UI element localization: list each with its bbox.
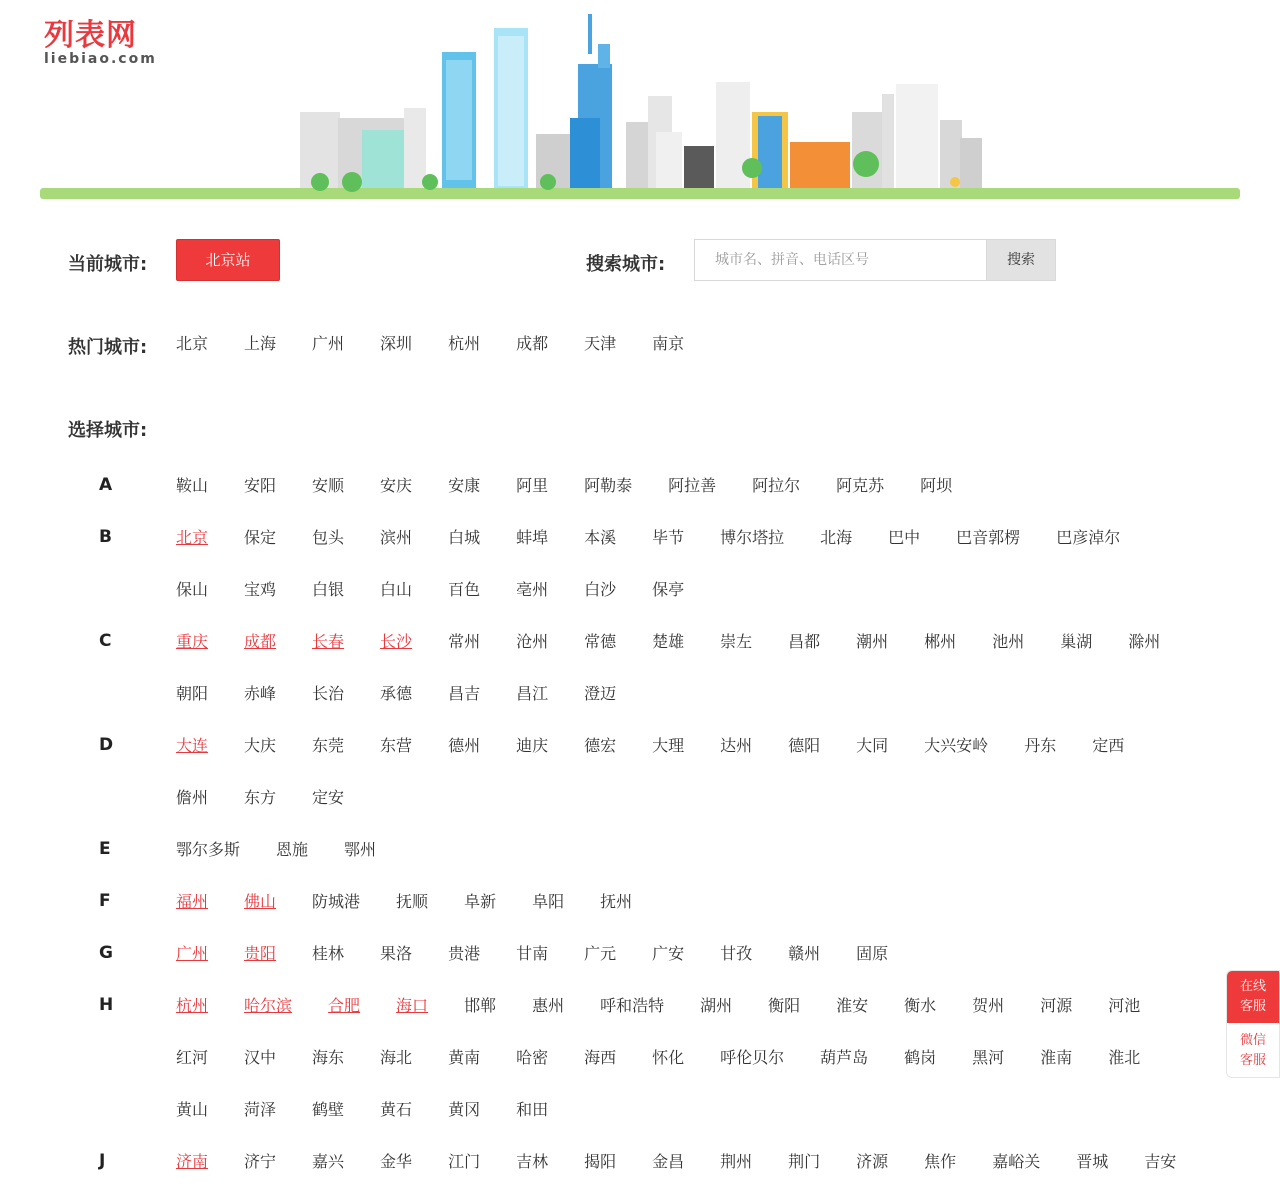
- city-link[interactable]: 哈尔滨: [244, 996, 293, 1015]
- floating-service-panel: [1226, 970, 1280, 1078]
- city-link[interactable]: 昌江: [516, 684, 549, 703]
- city-link[interactable]: 广安: [652, 944, 685, 963]
- city-link[interactable]: 郴州: [924, 632, 957, 651]
- group-city-list: [176, 980, 1216, 1136]
- city-link[interactable]: 河池: [1108, 996, 1141, 1015]
- city-link[interactable]: 成都: [244, 632, 277, 651]
- city-groups: [0, 460, 1280, 1188]
- site-logo[interactable]: [44, 18, 157, 66]
- city-link[interactable]: 济宁: [244, 1152, 277, 1171]
- city-link[interactable]: 长沙: [380, 632, 413, 651]
- city-link[interactable]: 防城港: [312, 892, 361, 911]
- city-link[interactable]: 德阳: [788, 736, 821, 755]
- city-link[interactable]: 澄迈: [584, 684, 617, 703]
- city-link[interactable]: 鞍山: [176, 476, 209, 495]
- city-link[interactable]: 淮安: [836, 996, 869, 1015]
- city-link[interactable]: 滁州: [1128, 632, 1161, 651]
- city-link[interactable]: 黄南: [448, 1048, 481, 1067]
- city-link[interactable]: 阿坝: [920, 476, 953, 495]
- city-link[interactable]: 安康: [448, 476, 481, 495]
- city-link[interactable]: 怀化: [652, 1048, 685, 1067]
- wechat-service-button[interactable]: [1227, 1023, 1279, 1077]
- city-group: [0, 512, 1280, 616]
- city-link[interactable]: 巢湖: [1060, 632, 1093, 651]
- city-link[interactable]: 鹤壁: [312, 1100, 345, 1119]
- city-group: [0, 616, 1280, 720]
- city-link[interactable]: 佛山: [244, 892, 277, 911]
- current-city-label: 当前城市:: [68, 254, 148, 275]
- city-link[interactable]: 亳州: [516, 580, 549, 599]
- city-link[interactable]: 保定: [244, 528, 277, 547]
- city-link[interactable]: 承德: [380, 684, 413, 703]
- city-link[interactable]: 固原: [856, 944, 889, 963]
- city-link[interactable]: 金昌: [652, 1152, 685, 1171]
- city-link[interactable]: 本溪: [584, 528, 617, 547]
- logo-text: 列表网: [44, 18, 137, 53]
- city-skyline-illustration: [0, 0, 1280, 205]
- hot-city-link[interactable]: 成都: [516, 334, 549, 353]
- city-link[interactable]: 大兴安岭: [924, 736, 989, 755]
- city-link[interactable]: 鄂尔多斯: [176, 840, 241, 859]
- city-link[interactable]: 贵阳: [244, 944, 277, 963]
- city-link[interactable]: 衡阳: [768, 996, 801, 1015]
- group-city-list: [176, 928, 1216, 980]
- online-service-label-2: 客服: [1239, 999, 1266, 1014]
- city-link[interactable]: 揭阳: [584, 1152, 617, 1171]
- city-link[interactable]: 朝阳: [176, 684, 209, 703]
- city-link[interactable]: 迪庆: [516, 736, 549, 755]
- city-link[interactable]: 毕节: [652, 528, 685, 547]
- city-link[interactable]: 呼和浩特: [600, 996, 665, 1015]
- group-letter: D: [99, 735, 114, 755]
- city-link[interactable]: 昌都: [788, 632, 821, 651]
- city-link[interactable]: 博尔塔拉: [720, 528, 785, 547]
- city-link[interactable]: 阜阳: [532, 892, 565, 911]
- group-letter: B: [99, 527, 112, 547]
- city-link[interactable]: 大同: [856, 736, 889, 755]
- online-service-button[interactable]: [1227, 971, 1279, 1023]
- city-link[interactable]: 葫芦岛: [820, 1048, 869, 1067]
- city-link[interactable]: 淮南: [1040, 1048, 1073, 1067]
- group-city-list: [176, 720, 1216, 824]
- city-link[interactable]: 阿拉尔: [752, 476, 801, 495]
- city-link[interactable]: 常州: [448, 632, 481, 651]
- city-link[interactable]: 济源: [856, 1152, 889, 1171]
- city-link[interactable]: 长治: [312, 684, 345, 703]
- current-city-button[interactable]: 北京站: [176, 239, 280, 281]
- city-link[interactable]: 甘南: [516, 944, 549, 963]
- city-link[interactable]: 包头: [312, 528, 345, 547]
- city-link[interactable]: 哈密: [516, 1048, 549, 1067]
- city-link[interactable]: 湖州: [700, 996, 733, 1015]
- city-link[interactable]: 衡水: [904, 996, 937, 1015]
- city-link[interactable]: 晋城: [1076, 1152, 1109, 1171]
- city-link[interactable]: 阿勒泰: [584, 476, 633, 495]
- city-link[interactable]: 嘉峪关: [992, 1152, 1041, 1171]
- city-link[interactable]: 金华: [380, 1152, 413, 1171]
- city-link[interactable]: 河源: [1040, 996, 1073, 1015]
- city-link[interactable]: 抚顺: [396, 892, 429, 911]
- city-group: [0, 1136, 1280, 1188]
- hot-city-link[interactable]: 杭州: [448, 334, 481, 353]
- city-link[interactable]: 汉中: [244, 1048, 277, 1067]
- city-search-input[interactable]: [694, 239, 986, 281]
- city-link[interactable]: 邯郸: [464, 996, 497, 1015]
- city-link[interactable]: 甘孜: [720, 944, 753, 963]
- city-link[interactable]: 沧州: [516, 632, 549, 651]
- city-link[interactable]: 桂林: [312, 944, 345, 963]
- city-link[interactable]: 常德: [584, 632, 617, 651]
- hot-city-link[interactable]: 上海: [244, 334, 277, 353]
- city-link[interactable]: 保山: [176, 580, 209, 599]
- city-link[interactable]: 重庆: [176, 632, 209, 651]
- wechat-service-label-2: 客服: [1239, 1053, 1266, 1068]
- search-button[interactable]: 搜索: [986, 239, 1056, 281]
- group-letter: A: [99, 475, 113, 495]
- city-link[interactable]: 巴音郭楞: [956, 528, 1021, 547]
- city-link[interactable]: 黄山: [176, 1100, 209, 1119]
- city-link[interactable]: 淮北: [1108, 1048, 1141, 1067]
- city-link[interactable]: 广州: [176, 944, 209, 963]
- city-link[interactable]: 鄂州: [344, 840, 377, 859]
- city-link[interactable]: 巴彦淖尔: [1056, 528, 1121, 547]
- group-letter: E: [99, 839, 111, 859]
- city-link[interactable]: 大连: [176, 736, 209, 755]
- city-link[interactable]: 海东: [312, 1048, 345, 1067]
- group-city-list: [176, 512, 1216, 616]
- city-link[interactable]: 长春: [312, 632, 345, 651]
- city-link[interactable]: 恩施: [276, 840, 309, 859]
- hot-city-link[interactable]: 南京: [652, 334, 685, 353]
- city-link[interactable]: 昌吉: [448, 684, 481, 703]
- hot-city-link[interactable]: 广州: [312, 334, 345, 353]
- group-city-list: [176, 876, 1216, 928]
- city-link[interactable]: 德宏: [584, 736, 617, 755]
- city-link[interactable]: 蚌埠: [516, 528, 549, 547]
- city-link[interactable]: 德州: [448, 736, 481, 755]
- city-link[interactable]: 杭州: [176, 996, 209, 1015]
- city-link[interactable]: 东莞: [312, 736, 345, 755]
- city-link[interactable]: 黄冈: [448, 1100, 481, 1119]
- wechat-service-label-1: 微信: [1239, 1033, 1266, 1048]
- city-group: [0, 876, 1280, 928]
- hot-cities-list: [176, 333, 720, 355]
- city-link[interactable]: 池州: [992, 632, 1025, 651]
- city-link[interactable]: 江门: [448, 1152, 481, 1171]
- group-city-list: [176, 1136, 1216, 1188]
- city-link[interactable]: 百色: [448, 580, 481, 599]
- city-link[interactable]: 阿拉善: [668, 476, 717, 495]
- group-letter: C: [99, 631, 112, 651]
- city-link[interactable]: 崇左: [720, 632, 753, 651]
- city-link[interactable]: 安顺: [312, 476, 345, 495]
- city-link[interactable]: 济南: [176, 1152, 209, 1171]
- city-group: [0, 824, 1280, 876]
- city-link[interactable]: 大理: [652, 736, 685, 755]
- city-link[interactable]: 果洛: [380, 944, 413, 963]
- hot-cities-label: 热门城市:: [68, 337, 148, 358]
- city-link[interactable]: 定安: [312, 788, 345, 807]
- online-service-label-1: 在线: [1239, 979, 1266, 994]
- city-link[interactable]: 菏泽: [244, 1100, 277, 1119]
- city-link[interactable]: 黄石: [380, 1100, 413, 1119]
- city-link[interactable]: 红河: [176, 1048, 209, 1067]
- city-link[interactable]: 荆门: [788, 1152, 821, 1171]
- logo-domain: liebiao.com: [44, 51, 157, 67]
- group-letter: G: [99, 943, 113, 963]
- city-link[interactable]: 黑河: [972, 1048, 1005, 1067]
- city-link[interactable]: 东营: [380, 736, 413, 755]
- city-link[interactable]: 定西: [1092, 736, 1125, 755]
- hot-city-link[interactable]: 北京: [176, 334, 209, 353]
- city-link[interactable]: 海北: [380, 1048, 413, 1067]
- group-city-list: [176, 824, 1216, 876]
- city-link[interactable]: 阜新: [464, 892, 497, 911]
- city-link[interactable]: 达州: [720, 736, 753, 755]
- city-link[interactable]: 丹东: [1024, 736, 1057, 755]
- group-letter: H: [99, 995, 114, 1015]
- city-link[interactable]: 东方: [244, 788, 277, 807]
- city-link[interactable]: 贺州: [972, 996, 1005, 1015]
- city-link[interactable]: 抚州: [600, 892, 633, 911]
- hot-city-link[interactable]: 天津: [584, 334, 617, 353]
- city-group: [0, 928, 1280, 980]
- city-link[interactable]: 白山: [380, 580, 413, 599]
- city-link[interactable]: 潮州: [856, 632, 889, 651]
- city-group: [0, 460, 1280, 512]
- city-link[interactable]: 保亭: [652, 580, 685, 599]
- city-link[interactable]: 合肥: [328, 996, 361, 1015]
- city-link[interactable]: 鹤岗: [904, 1048, 937, 1067]
- search-city-label: 搜索城市:: [586, 254, 666, 275]
- city-link[interactable]: 焦作: [924, 1152, 957, 1171]
- city-link[interactable]: 惠州: [532, 996, 565, 1015]
- city-link[interactable]: 赤峰: [244, 684, 277, 703]
- city-link[interactable]: 滨州: [380, 528, 413, 547]
- city-link[interactable]: 荆州: [720, 1152, 753, 1171]
- city-link[interactable]: 北京: [176, 528, 209, 547]
- group-letter: F: [99, 891, 111, 911]
- city-link[interactable]: 阿里: [516, 476, 549, 495]
- city-link[interactable]: 巴中: [888, 528, 921, 547]
- city-link[interactable]: 楚雄: [652, 632, 685, 651]
- city-link[interactable]: 大庆: [244, 736, 277, 755]
- city-link[interactable]: 呼伦贝尔: [720, 1048, 785, 1067]
- city-link[interactable]: 白城: [448, 528, 481, 547]
- city-link[interactable]: 贵港: [448, 944, 481, 963]
- city-link[interactable]: 安庆: [380, 476, 413, 495]
- city-link[interactable]: 赣州: [788, 944, 821, 963]
- city-group: [0, 720, 1280, 824]
- city-link[interactable]: 安阳: [244, 476, 277, 495]
- city-link[interactable]: 白银: [312, 580, 345, 599]
- city-link[interactable]: 海口: [396, 996, 429, 1015]
- city-link[interactable]: 福州: [176, 892, 209, 911]
- city-group: [0, 980, 1280, 1136]
- city-link[interactable]: 海西: [584, 1048, 617, 1067]
- group-city-list: [176, 460, 1216, 512]
- city-link[interactable]: 宝鸡: [244, 580, 277, 599]
- city-link[interactable]: 嘉兴: [312, 1152, 345, 1171]
- city-link[interactable]: 广元: [584, 944, 617, 963]
- hot-city-link[interactable]: 深圳: [380, 334, 413, 353]
- city-link[interactable]: 北海: [820, 528, 853, 547]
- city-link[interactable]: 吉安: [1144, 1152, 1177, 1171]
- city-link[interactable]: 阿克苏: [836, 476, 885, 495]
- group-letter: J: [99, 1151, 106, 1171]
- city-link[interactable]: 儋州: [176, 788, 209, 807]
- city-link[interactable]: 白沙: [584, 580, 617, 599]
- group-city-list: [176, 616, 1216, 720]
- city-link[interactable]: 和田: [516, 1100, 549, 1119]
- city-link[interactable]: 吉林: [516, 1152, 549, 1171]
- select-city-label: 选择城市:: [68, 420, 148, 441]
